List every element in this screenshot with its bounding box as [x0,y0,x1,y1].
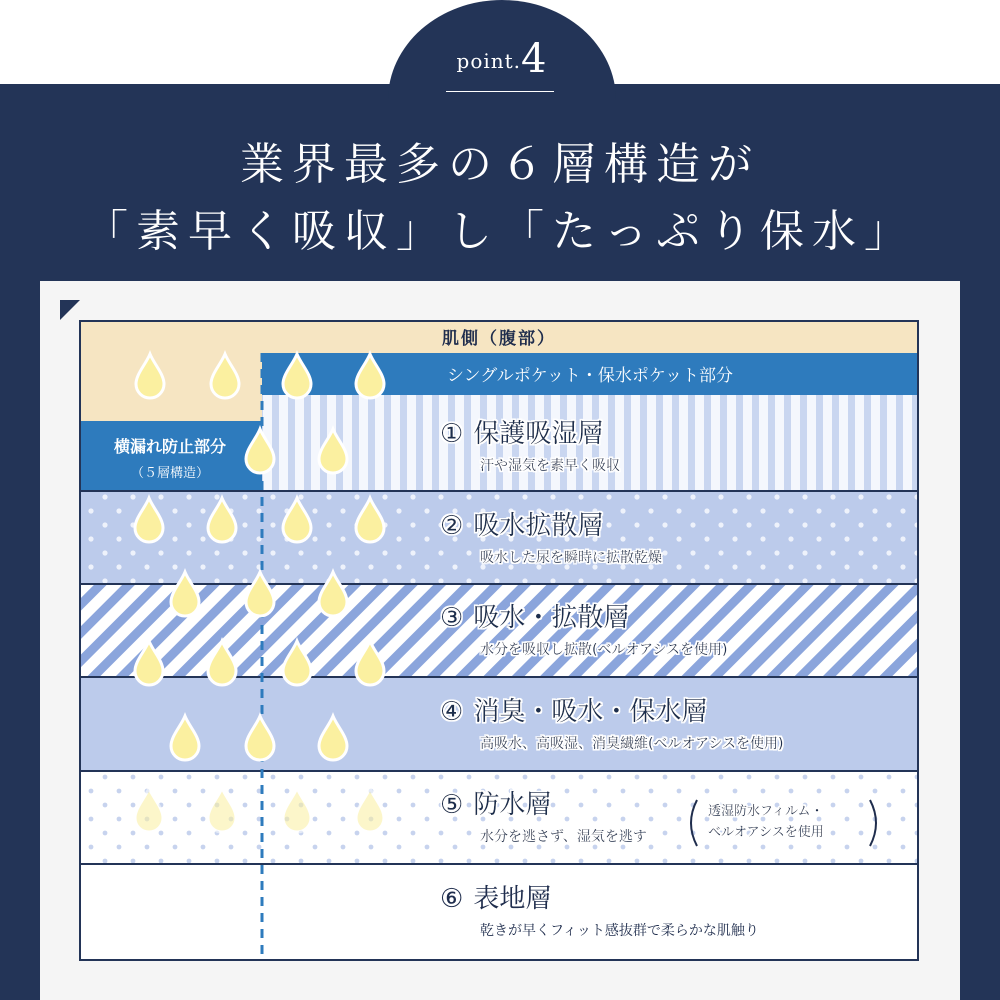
headline-line-2: 「素早く吸収」し「たっぷり保水」 [84,206,916,257]
layer-2-number: ② [440,511,464,541]
skin-side-label: 肌側（腹部） [442,329,556,349]
layer-1-name: 保護吸湿層 [473,419,604,449]
side-leak-sub: （５層構造） [130,466,210,481]
layer-3-name: 吸水・拡散層 [473,603,630,633]
layer-5-name: 防水層 [473,790,552,820]
layer-6-title [440,884,551,914]
layer-1-desc: 汗や湿気を素早く吸収 [480,458,620,474]
layer-6-number: ⑥ [440,884,464,914]
layer-3-desc: 水分を吸収し拡散(ベルオアシスを使用) [480,642,728,658]
headline-line-1: 業界最多の６層構造が [240,139,760,190]
layer-5-number: ⑤ [440,790,464,820]
layer-1-number: ① [440,419,464,449]
pocket-label: シングルポケット・保水ポケット部分 [446,366,734,386]
layer-3-number: ③ [440,603,464,633]
layer-5-note-line-1: 透湿防水フィルム・ [708,804,824,819]
layer-4-name: 消臭・吸水・保水層 [473,697,708,727]
layer-6-name: 表地層 [473,884,552,914]
layer-5-desc: 水分を逃さず、湿気を逃す [480,829,647,845]
layer-5-title [440,790,551,820]
layer-2-desc: 吸水した尿を瞬時に拡散乾燥 [480,550,662,566]
side-leak-label: 横漏れ防止部分 [113,437,227,456]
layer-4-number: ④ [440,697,464,727]
point-prefix: point. [456,49,522,73]
layer-5-note-line-2: ベルオアシスを使用 [708,825,824,840]
layer-6-desc: 乾きが早くフィット感抜群で柔らかな肌触り [480,923,759,939]
layer-4-desc: 高吸水、高吸湿、消臭繊維(ベルオアシスを使用) [480,736,784,752]
layer-4-title [440,697,707,727]
point-number: 4 [521,36,548,82]
layer-2-name: 吸水拡散層 [473,511,604,541]
